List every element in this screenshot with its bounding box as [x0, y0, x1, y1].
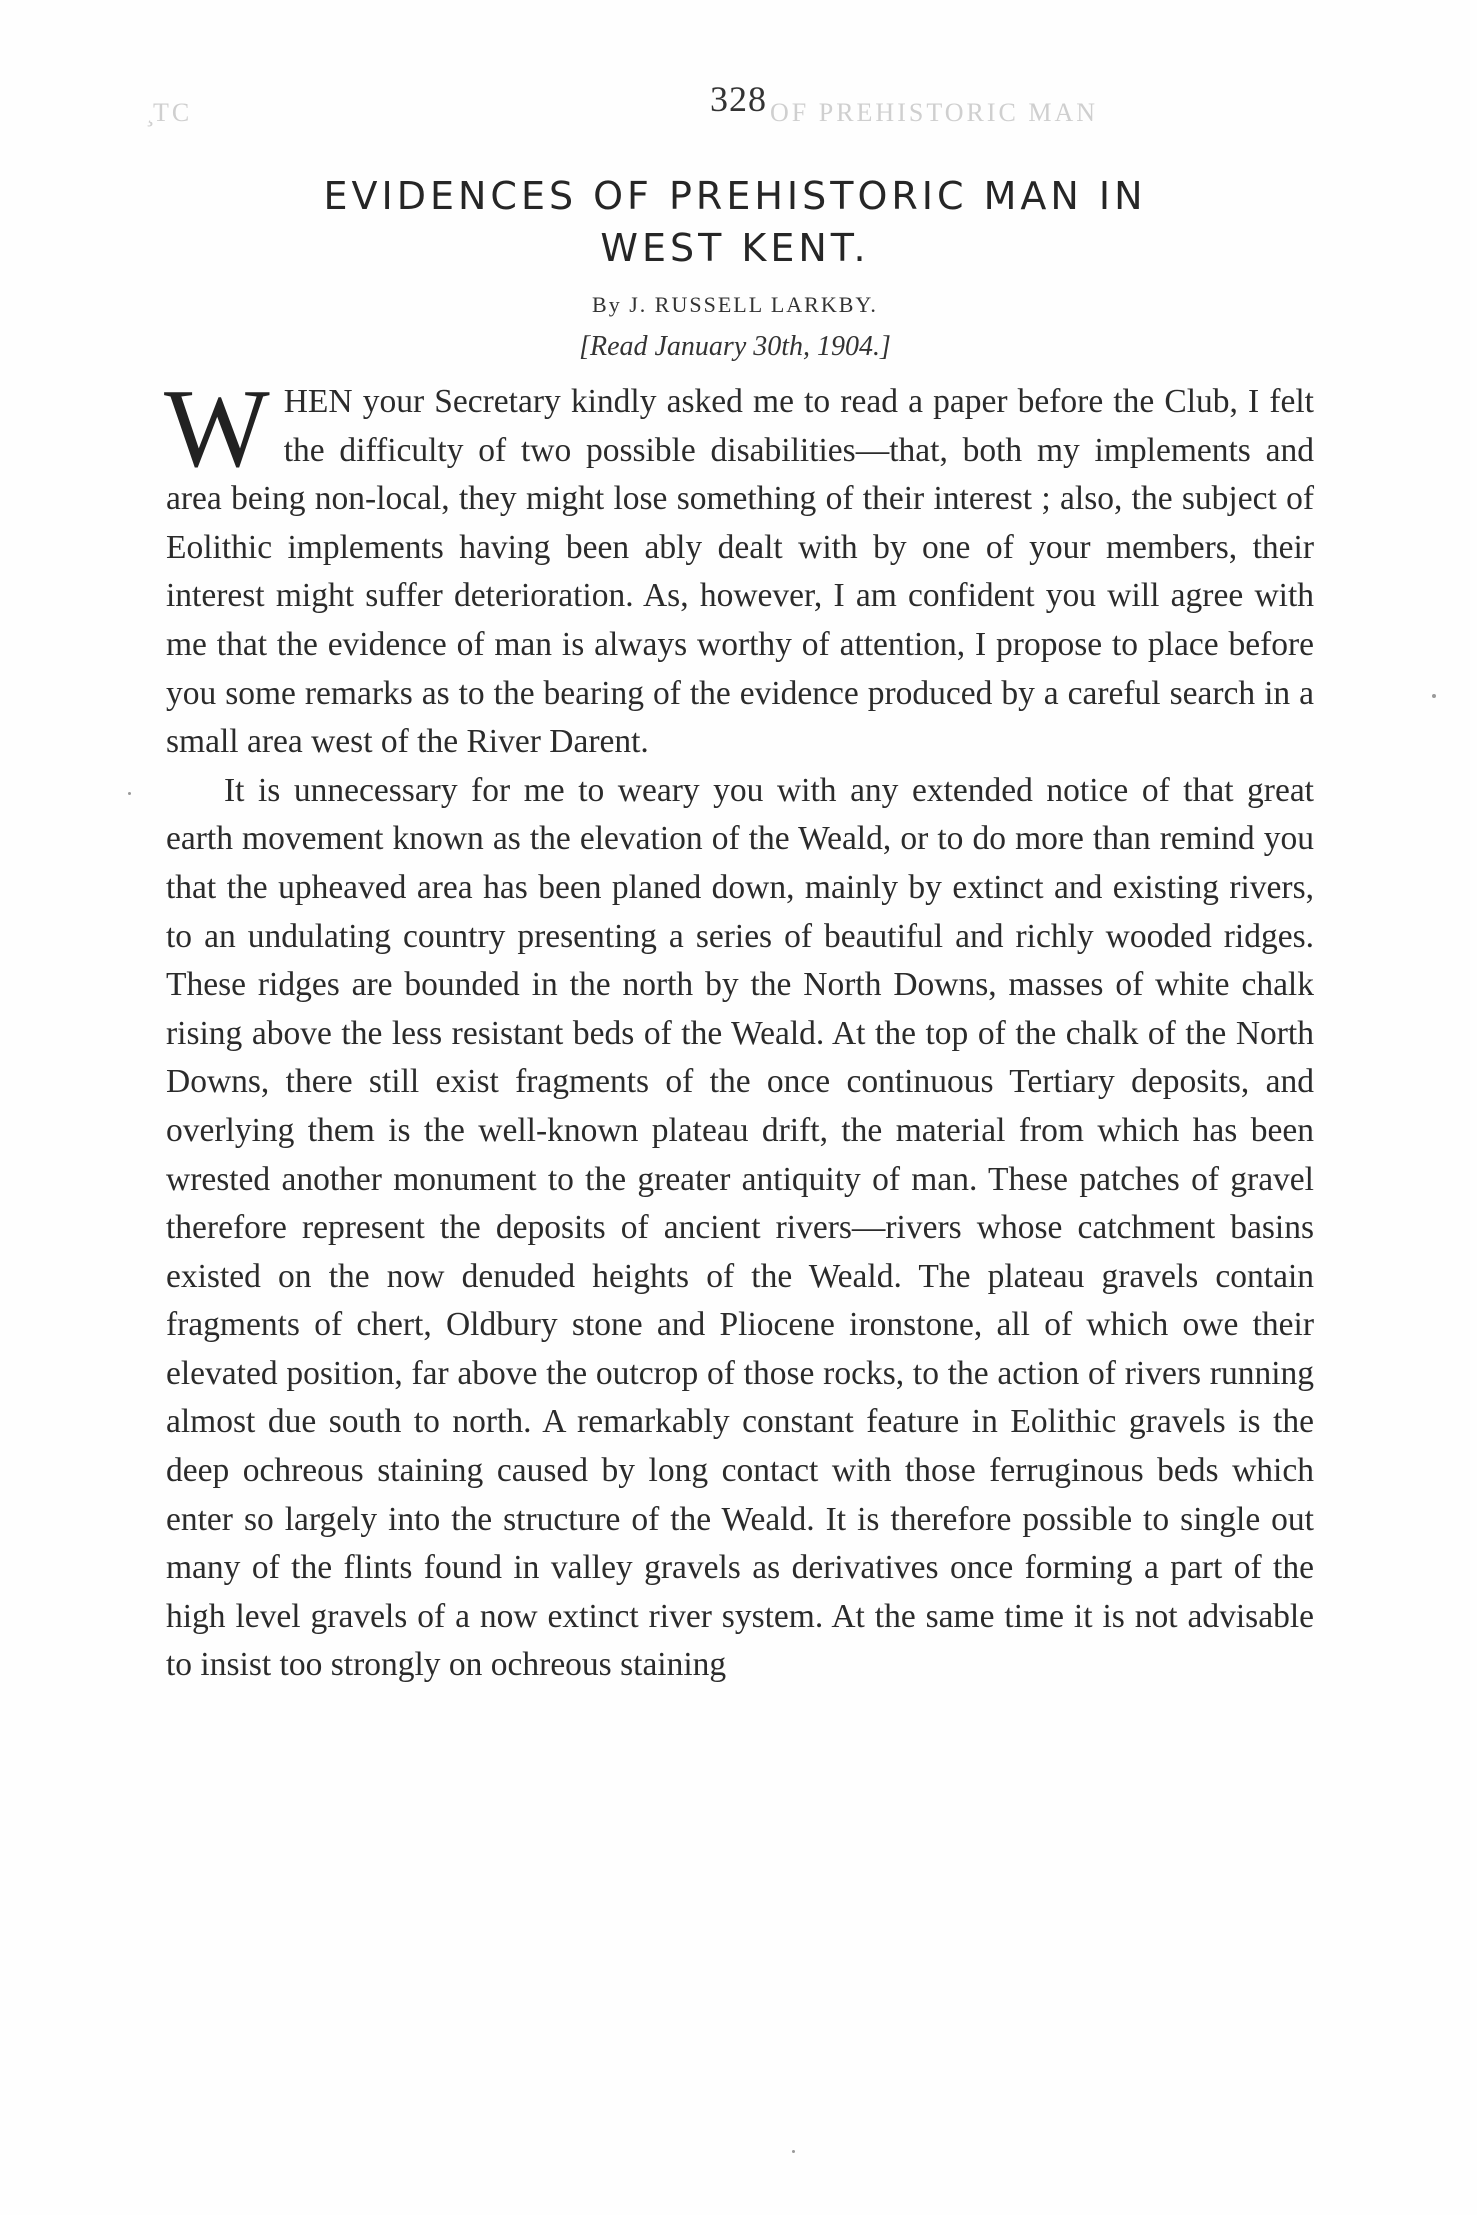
paper-speck [128, 792, 131, 795]
paper-speck [792, 2150, 795, 2153]
show-through-text-right: OF PREHISTORIC MAN [770, 98, 1099, 127]
paragraph-1-text: HEN your Secretary kindly asked me to read a paper before the Club, I felt the difficulty of two possible disabilities—that, both my implements and area being non-local, they might lose something of their interest ; also, the subject of Eolithic implements having been ably dealt with by one of your members, their interest might suffer deterioration. As, however, I am confident you will agree with me that the evidence of man is always worthy of attention, I propose to place before you some remarks as to the bearing of the evidence produced by a careful search in a small area west of the River Darent. [166, 383, 1314, 761]
page-number: 328 [710, 79, 767, 119]
paragraph-2 [166, 767, 1314, 1690]
article-heading [165, 170, 1305, 366]
paragraph-1 [164, 367, 1314, 767]
article-title-line-1: EVIDENCES OF PREHISTORIC MAN IN [323, 174, 1147, 218]
paragraph-2-text: It is unnecessary for me to weary you with any extended notice of that great earth movement known as the elevation of the Weald, or to do more than remind you that the upheaved area has been planed down, mainly by extinct and existing rivers, to an undulating country presenting a series of beautiful and richly wooded ridges. These ridges are bounded in the north by the North Downs, masses of white chalk rising above the less resistant beds of the Weald. At the top of the chalk of the North Downs, there still exist fragments of the once continuous Tertiary deposits, and overlying them is the well-known plateau drift, the material from which has been wrested another monument to the greater antiquity of man. These patches of gravel therefore represent the deposits of ancient rivers—rivers whose catchment basins existed on the now denuded heights of the Weald. The plateau gravels contain fragments of chert, Oldbury stone and Pliocene ironstone, all of which owe their elevated position, far above the outcrop of those rocks, to the action of rivers running almost due south to north. A remarkably constant feature in Eolithic gravels is the deep ochreous staining caused by long contact with those ferruginous beds which enter so largely into the structure of the Weald. It is therefore possible to single out many of the flints found in valley gravels as derivatives once forming a part of the high level gravels of a now extinct river system. At the same time it is not advisable to insist too strongly on ochreous staining [166, 771, 1314, 1684]
drop-cap: W [164, 367, 270, 491]
article-body [164, 367, 1314, 1690]
show-through-text-left: ̧ТС [150, 98, 193, 127]
article-title-line-2: WEST KENT. [600, 226, 870, 270]
author-byline: By J. RUSSELL LARKBY. [592, 292, 878, 317]
read-date: [Read January 30th, 1904.] [579, 331, 891, 362]
paper-speck [1432, 694, 1436, 698]
